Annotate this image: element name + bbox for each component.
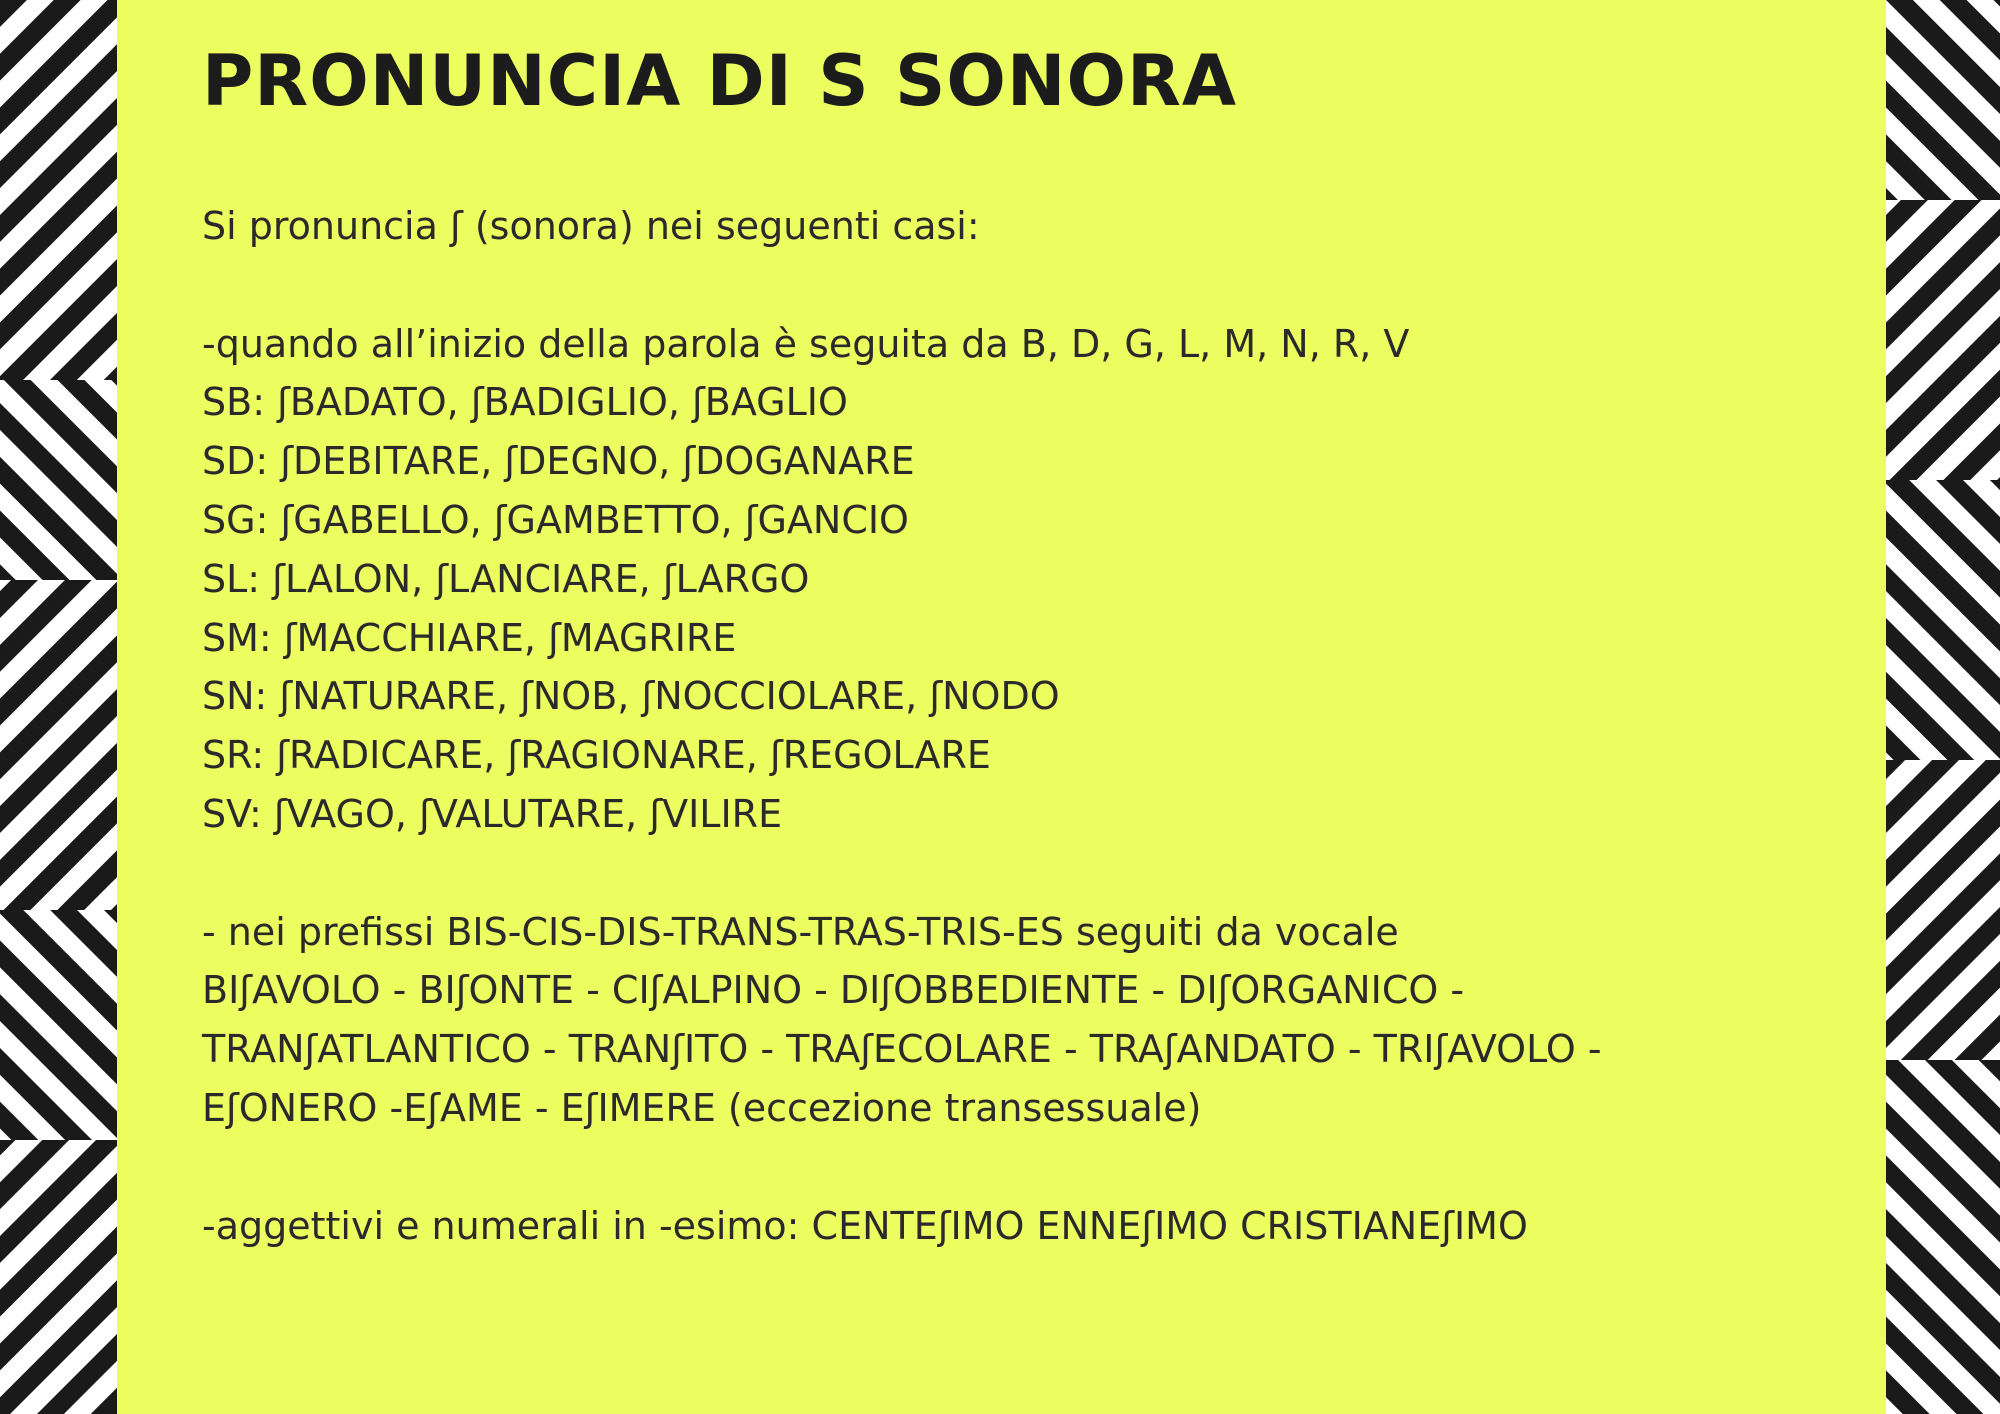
example-line-sn: SN: ʃNATURARE, ʃNOB, ʃNOCCIOLARE, ʃNODO (202, 674, 1060, 719)
example-line-sg: SG: ʃGABELLO, ʃGAMBETTO, ʃGANCIO (202, 497, 909, 542)
example-line-sd: SD: ʃDEBITARE, ʃDEGNO, ʃDOGANARE (202, 439, 915, 484)
prefix-examples-line-2: TRANʃATLANTICO - TRANʃITO - TRAʃECOLARE - TRAʃANDATO - TRIʃAVOLO - (202, 1027, 1602, 1072)
example-line-sr: SR: ʃRADICARE, ʃRAGIONARE, ʃREGOLARE (202, 733, 991, 778)
example-line-sb: SB: ʃBADATO, ʃBADIGLIO, ʃBAGLIO (202, 380, 848, 425)
prefix-examples-line-3: EʃONERO -EʃAME - EʃIMERE (eccezione transessuale) (202, 1085, 1202, 1130)
left-stripe-decoration (0, 0, 117, 1414)
prefix-examples-line-1: BIʃAVOLO - BIʃONTE - CIʃALPINO - DIʃOBBEDIENTE - DIʃORGANICO - (202, 968, 1465, 1013)
section-initial-heading: -quando all’inizio della parola è seguita da B, D, G, L, M, N, R, V (202, 321, 1410, 366)
section-prefix-heading: - nei prefissi BIS-CIS-DIS-TRANS-TRAS-TRIS-ES seguiti da vocale (202, 909, 1399, 954)
spacer (202, 1138, 1822, 1197)
page-title: PRONUNCIA DI S SONORA (202, 40, 1238, 122)
spacer (202, 844, 1822, 903)
spacer (202, 256, 1822, 315)
document-body (202, 197, 1822, 1255)
right-stripe-decoration (1886, 0, 2000, 1414)
section-esimo-line: -aggettivi e numerali in -esimo: CENTEʃIMO ENNEʃIMO CRISTIANEʃIMO (202, 1203, 1528, 1248)
intro-text: Si pronuncia ʃ (sonora) nei seguenti casi: (202, 204, 980, 248)
example-line-sv: SV: ʃVAGO, ʃVALUTARE, ʃVILIRE (202, 791, 783, 836)
example-line-sl: SL: ʃLALON, ʃLANCIARE, ʃLARGO (202, 556, 810, 601)
example-line-sm: SM: ʃMACCHIARE, ʃMAGRIRE (202, 615, 737, 660)
